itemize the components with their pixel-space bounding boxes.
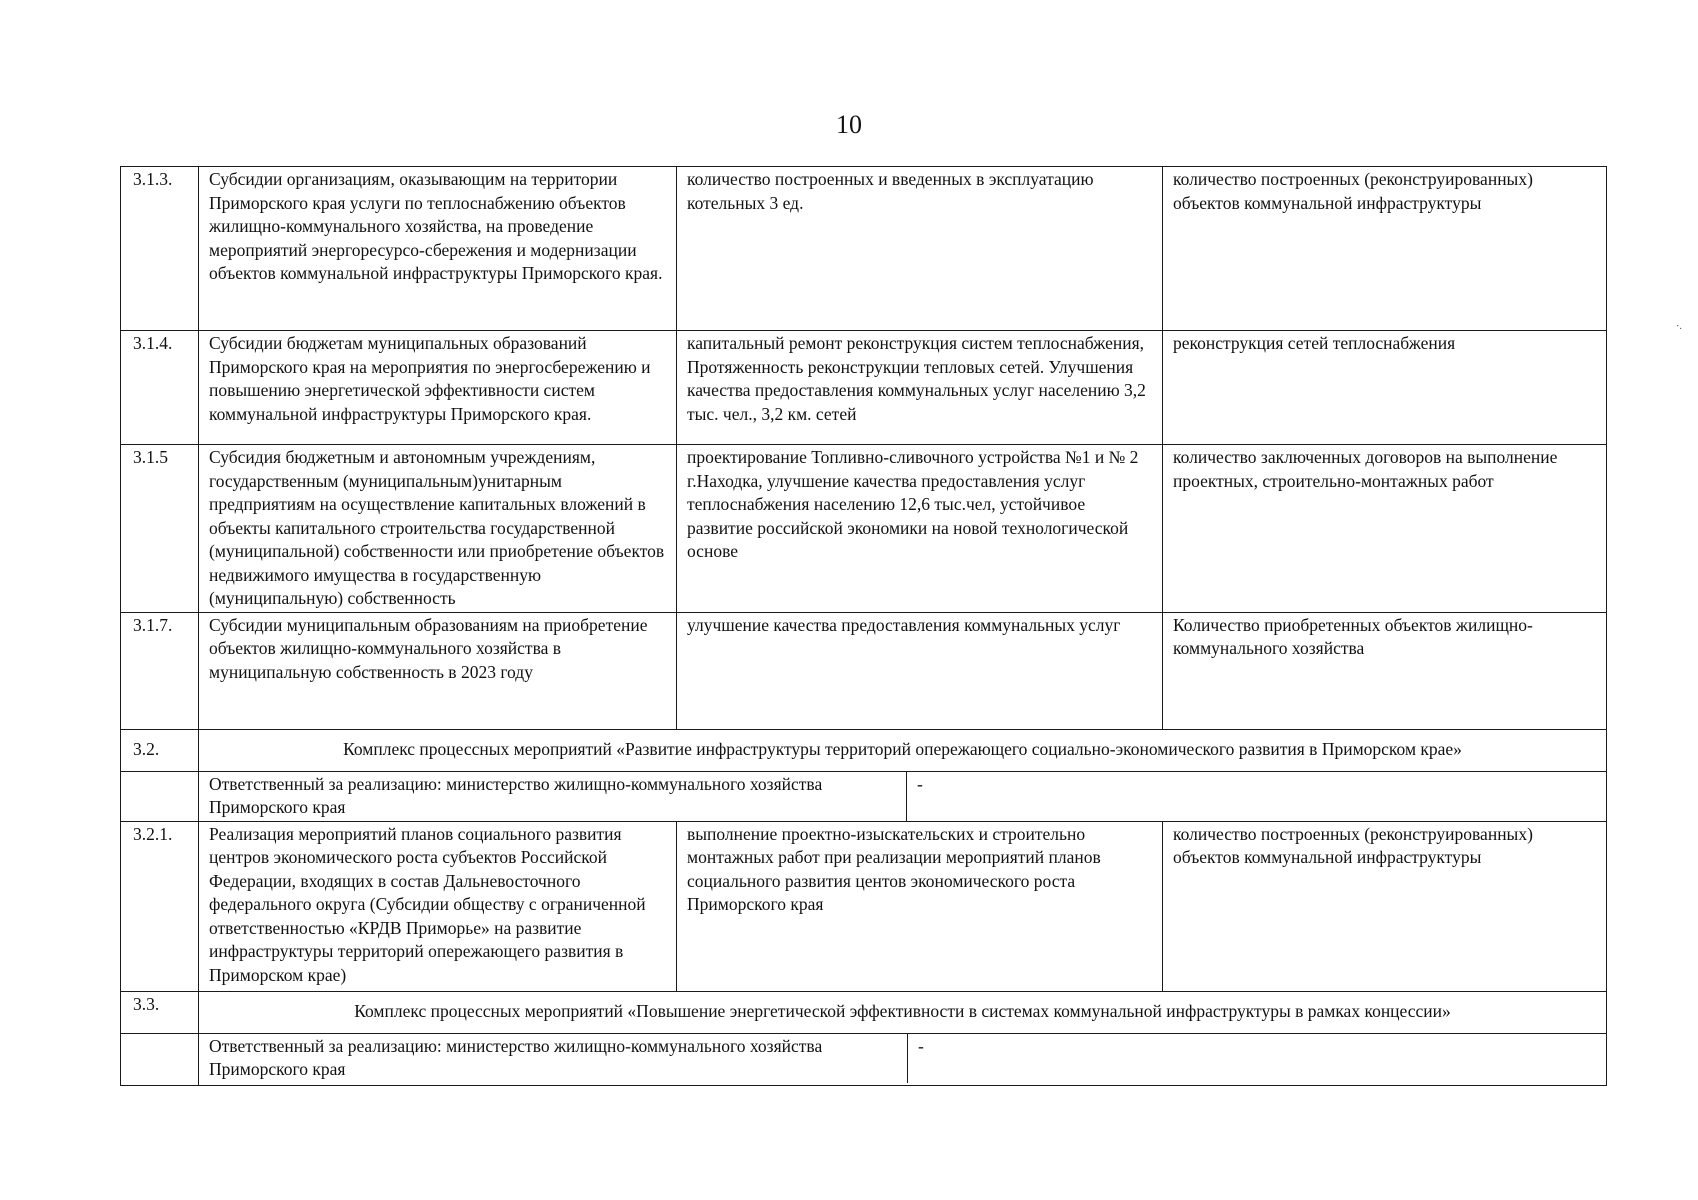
table-row	[121, 167, 1607, 331]
row-number: 3.1.4.	[121, 331, 199, 445]
responsible-row	[121, 771, 1607, 821]
row-number: 3.1.5	[121, 445, 199, 613]
measure-result: улучшение качества предоставления коммунальных услуг	[677, 612, 1163, 729]
section-title: Комплекс процессных мероприятий «Повышение энергетической эффективности в системах коммунальной инфраструктуры в рамках концессии»	[199, 991, 1607, 1033]
measure-name: Субсидии организациям, оказывающим на территории Приморского края услуги по теплоснабжению объектов жилищно-коммунального хозяйства, на проведение мероприятий энергоресурсо-сбережения и модернизации объектов коммунальной инфраструктуры Приморского края.	[199, 167, 677, 331]
row-number: 3.1.3.	[121, 167, 199, 331]
measure-result: капитальный ремонт реконструкция систем теплоснабжения, Протяженность реконструкции тепловых сетей. Улучшения качества предоставления коммунальных услуг населению 3,2 тыс. чел., 3,2 км. сетей	[677, 331, 1163, 445]
section-row	[121, 729, 1607, 771]
section-title: Комплекс процессных мероприятий «Развитие инфраструктуры территорий опережающего социально-экономического развития в Приморском крае»	[199, 729, 1607, 771]
measure-indicator: количество построенных (реконструированных) объектов коммунальной инфраструктуры	[1163, 821, 1607, 991]
measure-name: Реализация мероприятий планов социального развития центров экономического роста субъектов Российской Федерации, входящих в состав Дальневосточного федерального округа (Субсидии обществу с ограниченной ответственностью «КРДВ Приморье» на развитие инфраструктуры территорий опережающего развития в Приморском крае)	[199, 821, 677, 991]
measure-result: количество построенных и введенных в эксплуатацию котельных 3 ед.	[677, 167, 1163, 331]
measure-name: Субсидия бюджетным и автономным учреждениям, государственным (муниципальным)унитарным предприятиям на осуществление капитальных вложений в объекты капитального строительства государственной (муниципальной) собственности или приобретение объектов недвижимого имущества в государственную (муниципальную) собственность	[199, 445, 677, 613]
responsible-row	[121, 1033, 1607, 1085]
responsible-cell	[199, 1033, 1607, 1085]
table-row	[121, 612, 1607, 729]
measures-table	[120, 166, 1607, 1086]
table-row	[121, 331, 1607, 445]
measure-indicator: количество заключенных договоров на выполнение проектных, строительно-монтажных работ	[1163, 445, 1607, 613]
table-row	[121, 821, 1607, 991]
row-number: 3.2.1.	[121, 821, 199, 991]
responsible-text: Ответственный за реализацию: министерство жилищно-коммунального хозяйства Приморского края	[199, 772, 907, 821]
responsible-cell	[199, 771, 1607, 821]
section-number: 3.3.	[121, 991, 199, 1033]
measure-indicator: Количество приобретенных объектов жилищно-коммунального хозяйства	[1163, 612, 1607, 729]
measure-name: Субсидии бюджетам муниципальных образований Приморского края на мероприятия по энергосбережению и повышению энергетической эффективности систем коммунальной инфраструктуры Приморского края.	[199, 331, 677, 445]
table-row	[121, 445, 1607, 613]
scan-artifact: ⋅.	[1676, 321, 1682, 332]
responsible-text: Ответственный за реализацию: министерство жилищно-коммунального хозяйства Приморского края	[199, 1034, 908, 1083]
measure-indicator: количество построенных (реконструированных) объектов коммунальной инфраструктуры	[1163, 167, 1607, 331]
empty-cell	[121, 771, 199, 821]
measure-indicator: реконструкция сетей теплоснабжения	[1163, 331, 1607, 445]
section-row	[121, 991, 1607, 1033]
responsible-value: -	[917, 773, 923, 794]
responsible-value: -	[918, 1035, 924, 1056]
measure-name: Субсидии муниципальным образованиям на приобретение объектов жилищно-коммунального хозяйства в муниципальную собственность в 2023 году	[199, 612, 677, 729]
empty-cell	[121, 1033, 199, 1085]
row-number: 3.1.7.	[121, 612, 199, 729]
measure-result: проектирование Топливно-сливочного устройства №1 и № 2 г.Находка, улучшение качества предоставления услуг теплоснабжения населению 12,6 тыс.чел, устойчивое развитие российской экономики на новой технологической основе	[677, 445, 1163, 613]
section-number: 3.2.	[121, 729, 199, 771]
measure-result: выполнение проектно-изыскательских и строительно монтажных работ при реализации мероприятий планов социального развития центов экономического роста Приморского края	[677, 821, 1163, 991]
page-number: 10	[836, 110, 862, 139]
